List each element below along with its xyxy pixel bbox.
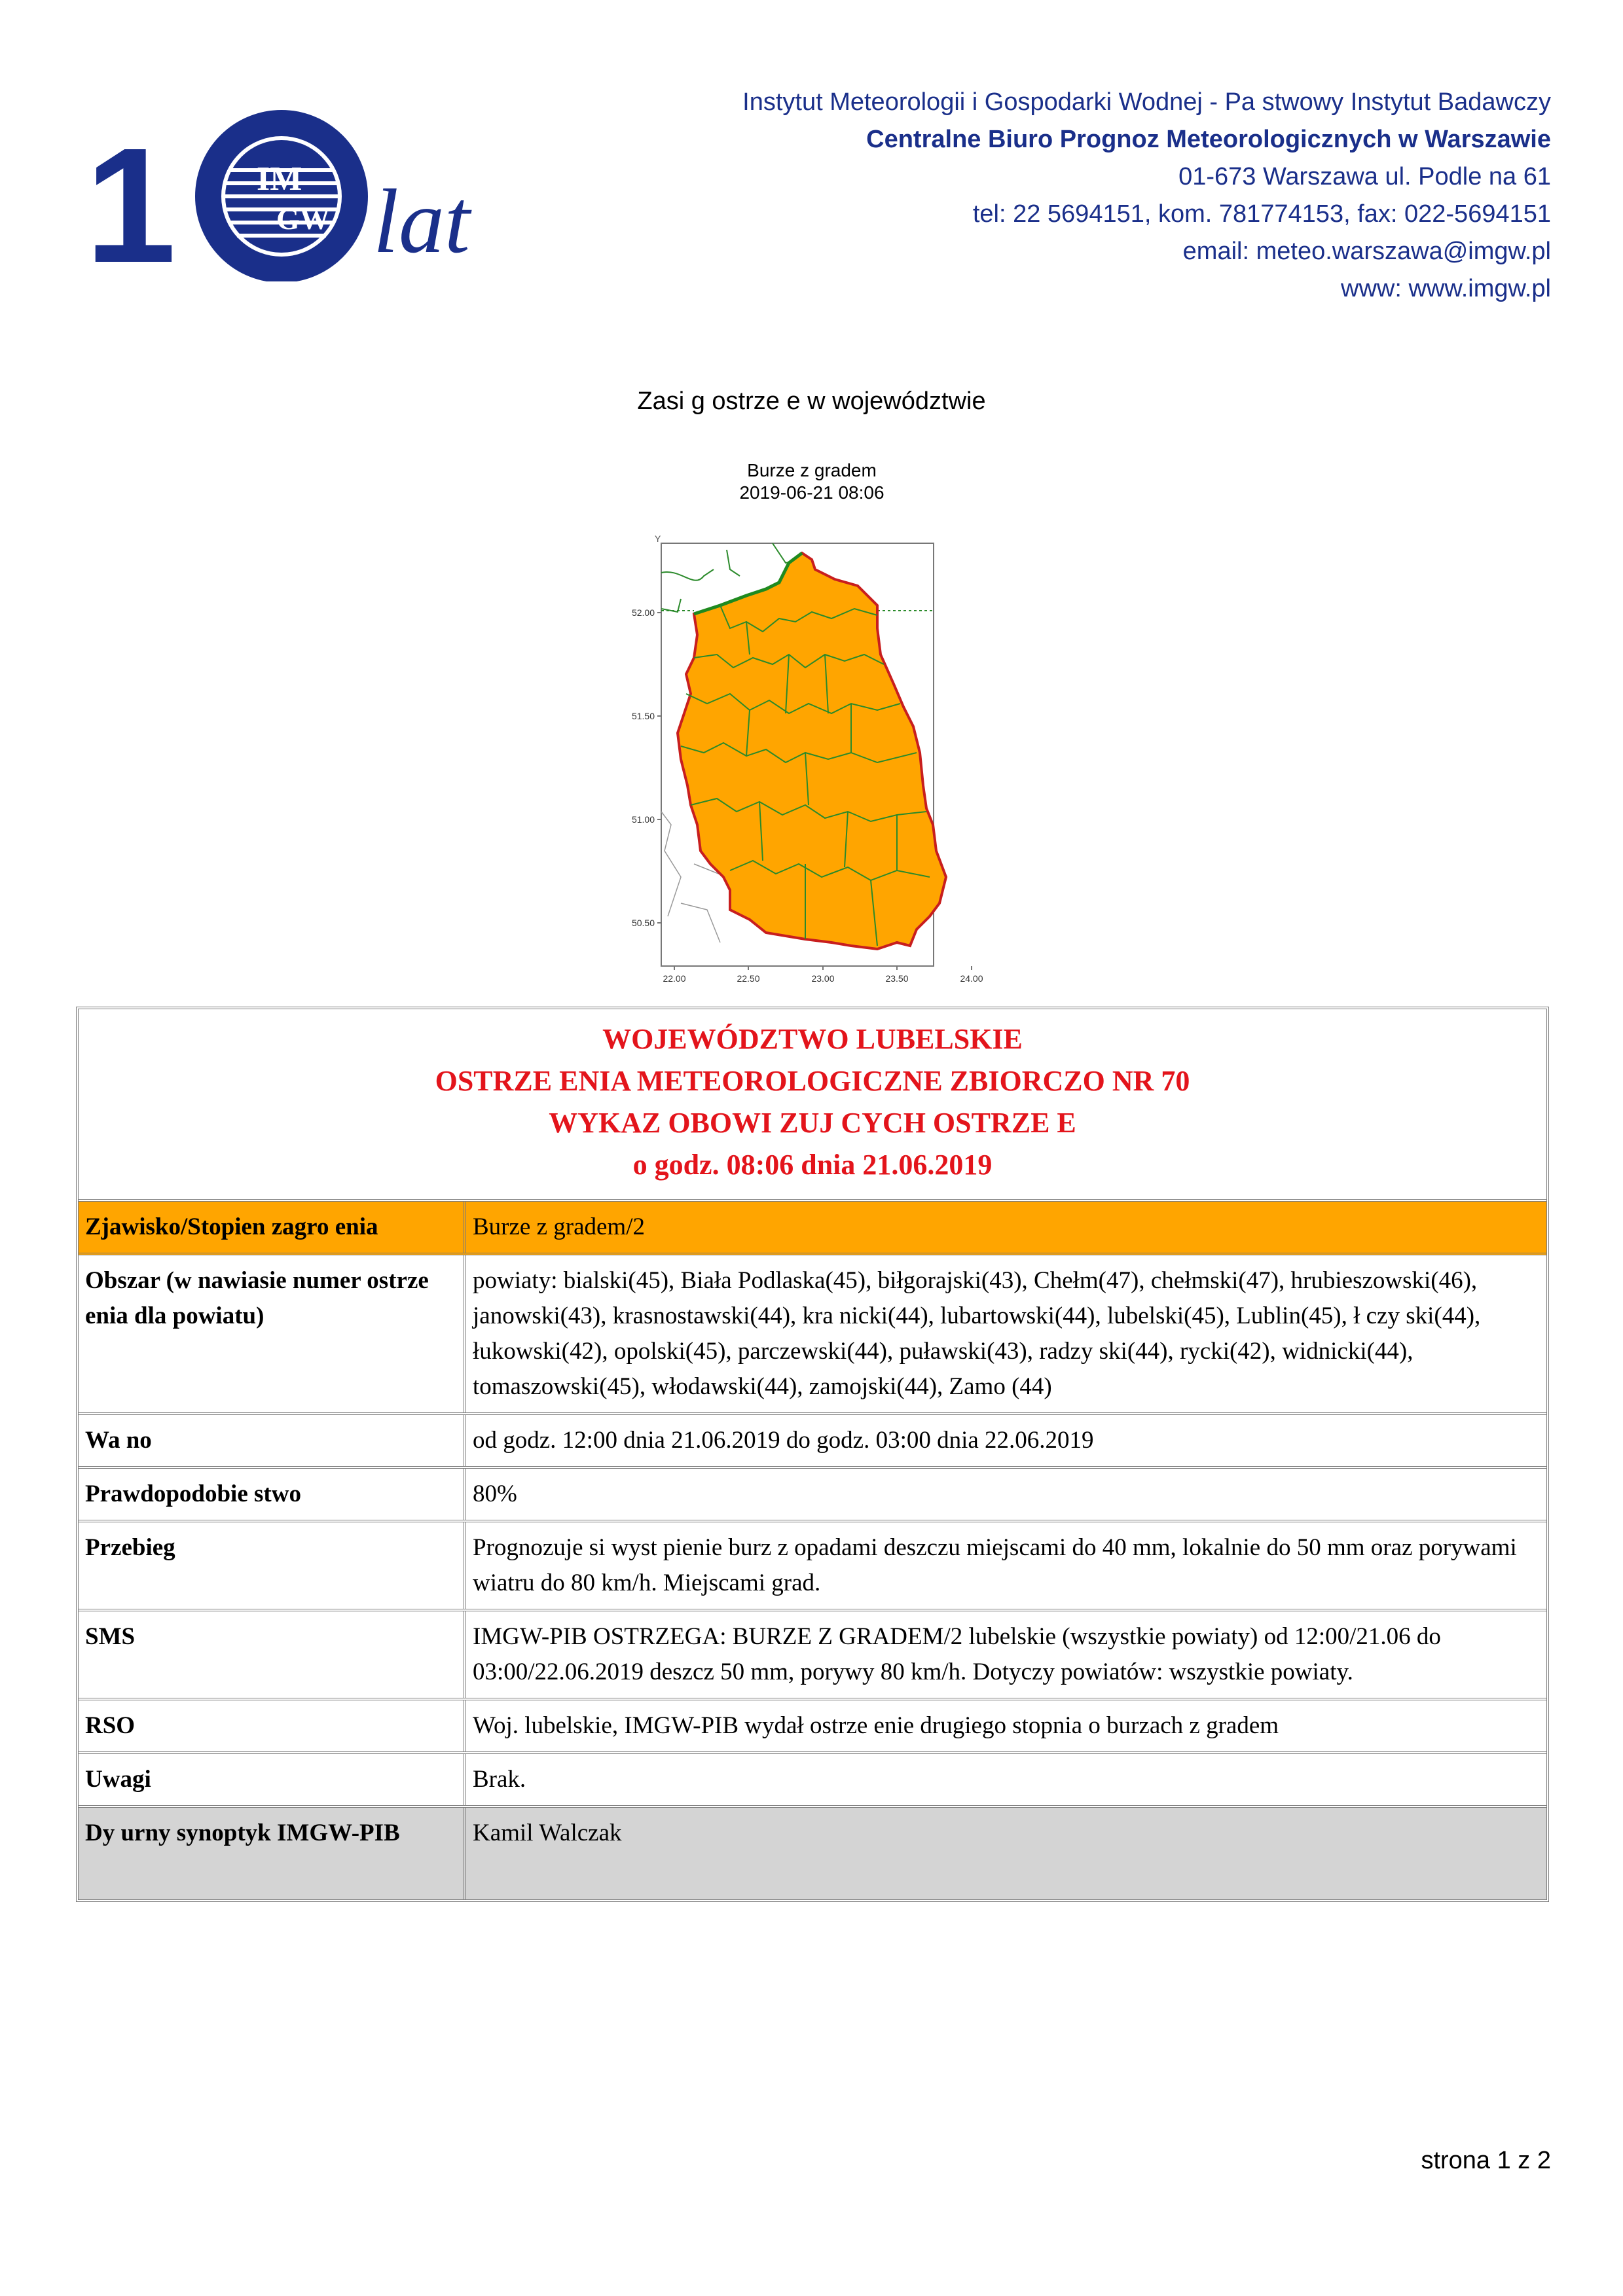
table-row-phenomenon [79, 1202, 1546, 1255]
row-label: SMS [79, 1611, 466, 1698]
map-y-tick: 51.00 [631, 814, 655, 825]
header-email[interactable]: email: meteo.warszawa@imgw.pl [1182, 238, 1551, 265]
map-title: Burze z gradem [747, 460, 877, 480]
logo-suffix: lat [373, 171, 470, 272]
row-value: Burze z gradem/2 [473, 1213, 645, 1240]
map-y-tick: 51.50 [631, 711, 655, 721]
logo-org-top: IM [257, 160, 302, 198]
row-value: IMGW-PIB OSTRZEGA: BURZE Z GRADEM/2 lubelskie (wszystkie powiaty) od 12:00/21.06 do 03:00/22.06.2019 deszcz 50 mm, porywy 80 km/h. Dotyczy powiatów: wszystkie powiaty. [473, 1623, 1441, 1685]
row-value: Woj. lubelskie, IMGW-PIB wydał ostrze enie drugiego stopnia o burzach z gradem [473, 1712, 1279, 1739]
row-label: RSO [79, 1700, 466, 1751]
header-phone: tel: 22 5694151, kom. 781774153, fax: 022-5694151 [972, 200, 1551, 228]
header-address: 01-673 Warszawa ul. Podle na 61 [1178, 163, 1551, 190]
row-label: Wa no [79, 1415, 466, 1466]
page-number: strona 1 z 2 [1421, 2147, 1551, 2174]
row-label: Prawdopodobie stwo [79, 1469, 466, 1520]
logo-org-bottom: GW [276, 202, 330, 236]
map-y-tick: 52.00 [631, 607, 655, 618]
table-row-sms [79, 1611, 1546, 1700]
table-row-remarks [79, 1754, 1546, 1808]
row-value: Kamil Walczak [473, 1820, 622, 1846]
row-label: Dy urny synoptyk IMGW-PIB [79, 1808, 466, 1899]
institution-header [569, 84, 1551, 308]
table-row-forecaster [79, 1808, 1546, 1899]
map-y-axis-letter: Y [655, 533, 661, 544]
imgw-100-lat-logo [85, 98, 491, 281]
map-timestamp: 2019-06-21 08:06 [739, 482, 884, 503]
warnings-title: OSTRZE ENIA METEOROLOGICZNE ZBIORCZO NR 70 [435, 1065, 1190, 1097]
map-x-tick: 22.50 [737, 973, 760, 984]
header-website[interactable]: www: www.imgw.pl [1341, 275, 1551, 302]
row-label: Obszar (w nawiasie numer ostrze enia dla powiatu) [79, 1255, 466, 1412]
table-row-area [79, 1255, 1546, 1415]
row-value: Prognozuje si wyst pienie burz z opadami deszczu miejscami do 40 mm, lokalnie do 50 mm oraz porywami wiatru do 80 km/h. Miejscami grad. [473, 1534, 1517, 1596]
table-row-course [79, 1522, 1546, 1611]
row-label: Uwagi [79, 1754, 466, 1805]
map-y-tick: 50.50 [631, 918, 655, 928]
logo-number: 1 [85, 114, 177, 281]
map-caption: Zasi g ostrze e w województwie [637, 387, 986, 415]
row-value: Brak. [473, 1766, 526, 1793]
warning-map [589, 458, 1034, 1001]
map-x-tick: 23.00 [811, 973, 835, 984]
map-x-tick: 23.50 [885, 973, 909, 984]
table-title-block [79, 1009, 1546, 1202]
row-value: powiaty: bialski(45), Biała Podlaska(45), biłgorajski(43), Chełm(47), chełmski(47), hrubieszowski(46), janowski(43), krasnostawski(44), kra nicki(44), lubartowski(44), lubelski(45), Lublin(45), ł czy ski(44), łukowski(42), opolski(45), parczewski(44), puławski(43), radzy ski(44), rycki(42), widnicki(44), tomaszowski(45), włodawski(44), zamojski(44), Zamo (44) [473, 1267, 1481, 1400]
header-bureau-name: Centralne Biuro Prognoz Meteorologicznych w Warszawie [866, 126, 1551, 153]
table-row-validity [79, 1415, 1546, 1469]
row-label: Przebieg [79, 1522, 466, 1609]
row-label: Zjawisko/Stopien zagro enia [79, 1202, 466, 1253]
map-x-tick: 24.00 [960, 973, 983, 984]
voivodeship-title: WOJEWÓDZTWO LUBELSKIE [602, 1023, 1023, 1055]
map-x-tick: 22.00 [663, 973, 686, 984]
table-row-rso [79, 1700, 1546, 1754]
warnings-table [76, 1007, 1549, 1902]
warnings-time-title: o godz. 08:06 dnia 21.06.2019 [632, 1149, 993, 1181]
row-value: od godz. 12:00 dnia 21.06.2019 do godz. 03:00 dnia 22.06.2019 [473, 1427, 1094, 1454]
row-value: 80% [473, 1480, 517, 1507]
table-row-probability [79, 1469, 1546, 1522]
warnings-list-title: WYKAZ OBOWI ZUJ CYCH OSTRZE E [549, 1107, 1076, 1139]
header-institute-name: Instytut Meteorologii i Gospodarki Wodnej - Pa stwowy Instytut Badawczy [742, 88, 1551, 116]
